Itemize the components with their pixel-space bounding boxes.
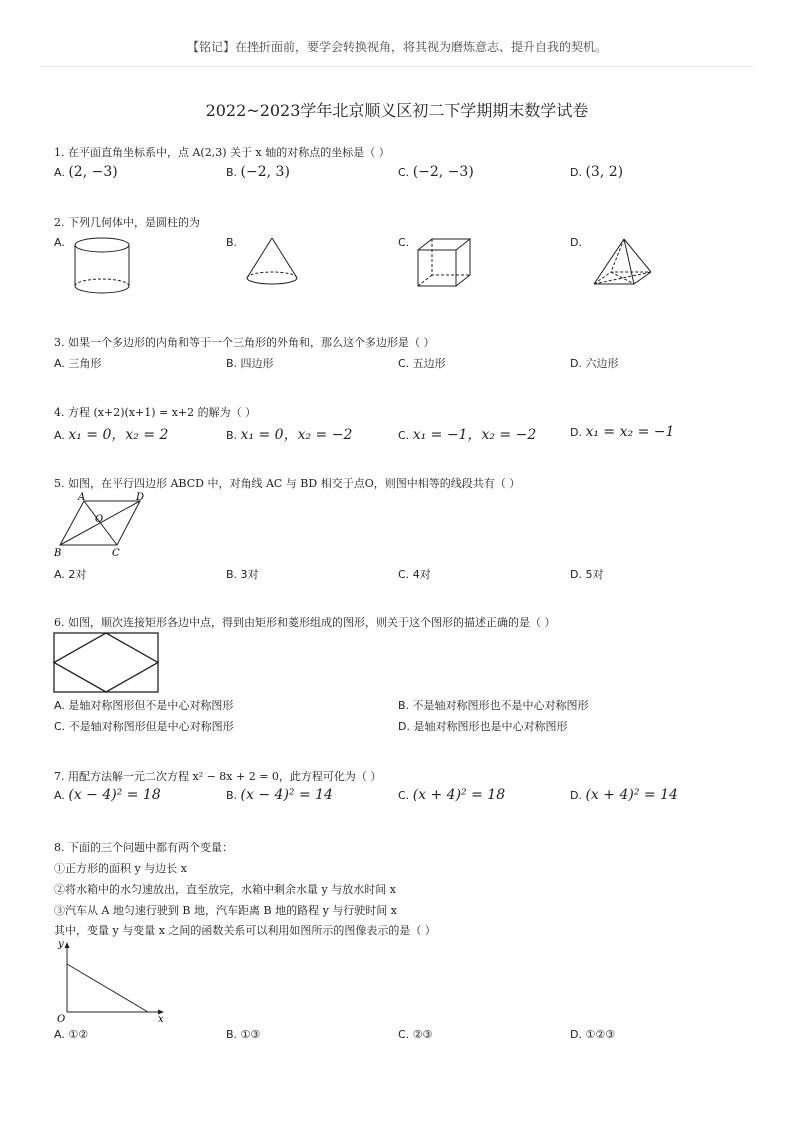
option-text: 不是轴对称图形但是中心对称图形 [68,720,234,733]
option-label: A. [54,1028,65,1041]
option-text: ①② [68,1028,89,1041]
q7-option-c[interactable] [398,787,505,803]
q4-option-b[interactable] [226,424,352,444]
option-label: D. [570,568,582,581]
parallelogram-figure [50,490,150,560]
x-axis-label: x [158,1014,164,1022]
option-text: 四边形 [240,357,274,370]
option-text: 是轴对称图形但不是中心对称图形 [68,699,234,712]
q6-option-c[interactable] [54,718,234,734]
question-7-stem: 7. 用配方法解一元二次方程 x² − 8x + 2 = 0，此方程可化为（ ） [54,770,382,783]
q2-option-a[interactable]: A. [54,236,65,249]
option-text: 三角形 [68,357,102,370]
header-divider [40,66,754,67]
center-label-o: O [95,514,104,525]
q3-option-a[interactable] [54,355,101,371]
option-text: x₁ = 0，x₂ = −2 [240,427,353,443]
option-text: 5对 [585,568,604,581]
q7-option-b[interactable] [226,787,333,803]
q6-option-a[interactable] [54,697,233,713]
option-text: (x + 4)² = 18 [412,787,506,803]
option-label: C. [398,1028,410,1041]
option-text: 2对 [68,568,87,581]
rectangle-rhombus-figure [52,631,162,695]
pyramid-icon [590,236,656,292]
option-label: B. [226,1028,238,1041]
q2-option-b[interactable]: B. [226,236,238,249]
q2-option-c[interactable]: C. [398,236,410,249]
option-text: 3对 [240,568,259,581]
option-label: C. [398,568,410,581]
option-text: (−2, 3) [240,164,290,180]
option-text: (3, 2) [585,164,624,180]
q6-option-b[interactable] [398,697,589,713]
option-label: B. [226,357,238,370]
q4-option-a[interactable] [54,424,168,444]
q1-option-c[interactable] [398,164,474,180]
question-5-stem: 5. 如图，在平行四边形 ABCD 中，对角线 AC 与 BD 相交于点O，则图中相等的线段共有（ ） [54,477,521,490]
question-6-stem: 6. 如图，顺次连接矩形各边中点，得到由矩形和菱形组成的图形，则关于这个图形的描述正确的是（ ） [54,616,556,629]
q1-option-b[interactable] [226,164,290,180]
question-4-stem: 4. 方程 (x+2)(x+1) = x+2 的解为（ ） [54,406,257,419]
option-text: 不是轴对称图形也不是中心对称图形 [412,699,589,712]
question-1-stem: 1. 在平面直角坐标系中，点 A(2,3) 关于 x 轴的对称点的坐标是（ ） [54,146,390,159]
q8-question: 其中，变量 y 与变量 x 之间的函数关系可以利用如图所示的图像表示的是（ ） [54,924,436,937]
q1-option-a[interactable] [54,164,118,180]
q5-option-c[interactable] [398,566,431,582]
option-text: 是轴对称图形也是中心对称图形 [413,720,568,733]
q3-option-b[interactable] [226,355,274,371]
option-label: C. [398,429,410,442]
q7-option-a[interactable] [54,787,161,803]
option-label: B. [226,789,238,802]
option-label: A. [54,568,65,581]
q8-item-3: ③汽车从 A 地匀速行驶到 B 地，汽车距离 B 地的路程 y 与行驶时间 x [54,904,397,917]
question-8-stem: 8. 下面的三个问题中都有两个变量： [54,841,233,854]
page-title: 2022~2023学年北京顺义区初二下学期期末数学试卷 [205,101,589,120]
q6-option-d[interactable] [398,718,567,734]
q4-option-c[interactable] [398,424,536,444]
option-text: (2, −3) [68,164,118,180]
option-label: A. [54,429,65,442]
option-label: D. [570,166,582,179]
option-label: A. [54,699,65,712]
option-text: ②③ [412,1028,433,1041]
y-axis-label: y [58,939,64,950]
option-label: B. [226,429,238,442]
function-graph-figure [52,936,172,1022]
option-label: A. [54,166,65,179]
q5-option-a[interactable] [54,566,86,582]
option-label: D. [570,789,582,802]
vertex-label-d: D [136,492,145,503]
option-text: x₁ = x₂ = −1 [585,424,675,440]
option-label: D. [570,357,582,370]
option-text: (x − 4)² = 18 [68,787,161,803]
option-label: B. [398,699,410,712]
option-text: x₁ = −1，x₂ = −2 [412,427,537,443]
cube-icon [414,236,474,288]
option-text: (x + 4)² = 14 [585,787,678,803]
q2-option-d[interactable]: D. [570,236,582,249]
q1-option-d[interactable] [570,164,623,180]
option-text: (x − 4)² = 14 [240,787,333,803]
cone-icon [244,234,300,290]
option-text: 五边形 [412,357,446,370]
option-label: C. [398,357,410,370]
option-label: B. [226,166,238,179]
option-label: A. [54,789,65,802]
option-text: 4对 [412,568,431,581]
question-3-stem: 3. 如果一个多边形的内角和等于一个三角形的外角和，那么这个多边形是（ ） [54,336,435,349]
vertex-label-b: B [54,548,62,559]
option-text: ①②③ [585,1028,616,1041]
option-label: C. [54,720,66,733]
q8-option-a[interactable] [54,1028,88,1041]
q3-option-d[interactable] [570,355,618,371]
q4-option-d[interactable] [570,424,674,440]
motto-header: 【铭记】在挫折面前，要学会转换视角，将其视为磨炼意志、提升自我的契机。 [186,40,607,54]
option-text: x₁ = 0，x₂ = 2 [68,427,169,443]
option-text: ①③ [240,1028,261,1041]
cylinder-icon [72,234,134,298]
q8-item-1: ①正方形的面积 y 与边长 x [54,862,187,875]
option-label: D. [398,720,410,733]
q5-option-b[interactable] [226,566,259,582]
option-label: B. [226,568,238,581]
q5-option-d[interactable] [570,566,603,582]
q8-option-b[interactable] [226,1028,260,1041]
option-text: 六边形 [585,357,619,370]
option-label: D. [570,426,582,439]
q8-option-c[interactable] [398,1028,432,1041]
q7-option-d[interactable] [570,787,678,803]
option-label: A. [54,357,65,370]
vertex-label-c: C [112,548,120,559]
vertex-label-a: A [78,492,86,503]
option-label: D. [570,1028,582,1041]
option-label: C. [398,166,410,179]
option-text: (−2, −3) [412,164,474,180]
origin-label: O [57,1014,66,1022]
q8-item-2: ②将水箱中的水匀速放出，直至放完，水箱中剩余水量 y 与放水时间 x [54,883,396,896]
q8-option-d[interactable] [570,1028,615,1041]
question-2-stem: 2. 下列几何体中，是圆柱的为 [54,216,200,229]
option-label: C. [398,789,410,802]
q3-option-c[interactable] [398,355,446,371]
